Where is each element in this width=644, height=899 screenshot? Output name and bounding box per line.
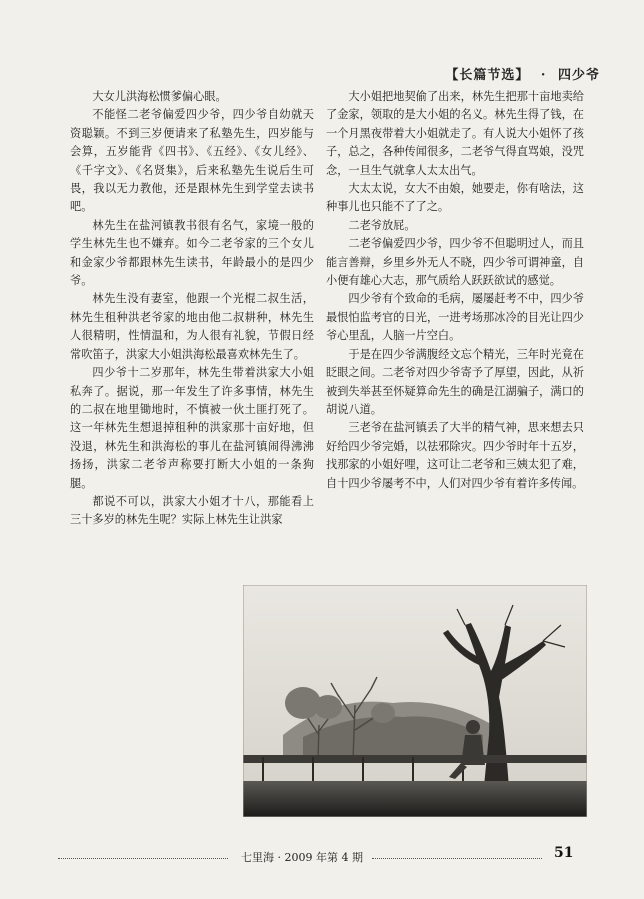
section-label: 【长篇节选】 (445, 68, 530, 83)
header-separator: · (540, 68, 547, 83)
paragraph: 二老爷放屁。 (348, 218, 416, 232)
paragraph: 二老爷偏爱四少爷，四少爷不但聪明过人，而且能言善辩，乡里乡外无人不晓，四少爷可谓神童，自小便有雄心大志，那气质给人跃跃欲试的感觉。 (326, 237, 584, 288)
paragraph: 大女儿洪海松惯爹偏心眼。 (92, 90, 227, 103)
footer-publication: 七里海 · 2009 年第 4 期 (241, 851, 363, 864)
photo-illustration (243, 585, 587, 817)
paragraph: 大小姐把地契偷了出来，林先生把那十亩地卖给了金家，领取的是大小姐的名义。林先生得了钱，在一个月黑夜带着大小姐就走了。有人说大小姐怀了孩子，总之，各种传闻很多，二老爷气得直骂娘，没咒念，一旦生气就拿人太太出气。 (326, 90, 584, 177)
page-number: 51 (554, 845, 574, 861)
footer-rule-left (58, 858, 228, 859)
footer-rule-right (372, 858, 542, 859)
paragraph: 大太太说，女大不由娘，她要走，你有啥法，这种事儿也只能不了了之。 (326, 182, 584, 214)
landscape-photo (243, 585, 587, 817)
right-column (326, 88, 584, 493)
paragraph: 于是在四少爷满腹经文忘个精光，三年时光竟在眨眼之间。二老爷对四少爷寄予了厚望，因此，从祈被到失举甚至怀疑算命先生的确是江湖骗子，满口的胡说八道。 (326, 347, 584, 416)
paragraph: 四少爷有个致命的毛病，屡屡赶考不中，四少爷最恨怕监考官的日光，一进考场那冰冷的目光让四少爷心里乱，人脑一片空白。 (326, 292, 584, 343)
paragraph: 三老爷在盐河镇丢了大半的精气神，思来想去只好给四少爷完婚，以祛邪除灾。四少爷时年十五岁，找那家的小姐好哩，这可让二老爷和三姨太犯了难，自十四少爷屡考不中，人们对四少爷有着许多传闻。 (326, 421, 584, 490)
paragraph: 四少爷十二岁那年，林先生带着洪家大小姐私奔了。据说，那一年发生了许多事情，林先生的二叔在地里锄地时，不慎被一伙土匪打死了。这一年林先生想退掉租种的洪家那十亩好地，但没退，林先生和洪海松的事儿在盐河镇闹得沸沸扬扬，洪家二老爷声称要打断大小姐的一条狗腿。 (70, 366, 314, 490)
paragraph: 都说不可以，洪家大小姐才十八，那能看上三十多岁的林先生呢？实际上林先生让洪家 (70, 494, 314, 527)
paragraph: 林先生没有妻室，他跟一个光棍二叔生活，林先生租种洪老爷家的地由他二叔耕种，林先生人很精明，性情温和，为人很有礼貌，节假日经常吹笛子，洪家大小姐洪海松最喜欢林先生了。 (70, 292, 314, 361)
left-column (70, 88, 314, 530)
paragraph: 林先生在盐河镇教书很有名气，家境一般的学生林先生也不嫌弃。如今二老爷家的三个女儿和金家少爷都跟林先生读书，年龄最小的是四少爷。 (70, 218, 314, 288)
story-title: 四少爷 (557, 68, 600, 83)
section-header (445, 64, 600, 83)
paragraph: 不能怪二老爷偏爱四少爷，四少爷自幼就天资聪颖。不到三岁便请来了私塾先生，四岁能与会算，五岁能背《四书》、《五经》、《女儿经》、《千字文》、《名贤集》，后来私塾先生说后生可畏，我以无力教他，还是跟林先生到学堂去读书吧。 (70, 108, 314, 214)
